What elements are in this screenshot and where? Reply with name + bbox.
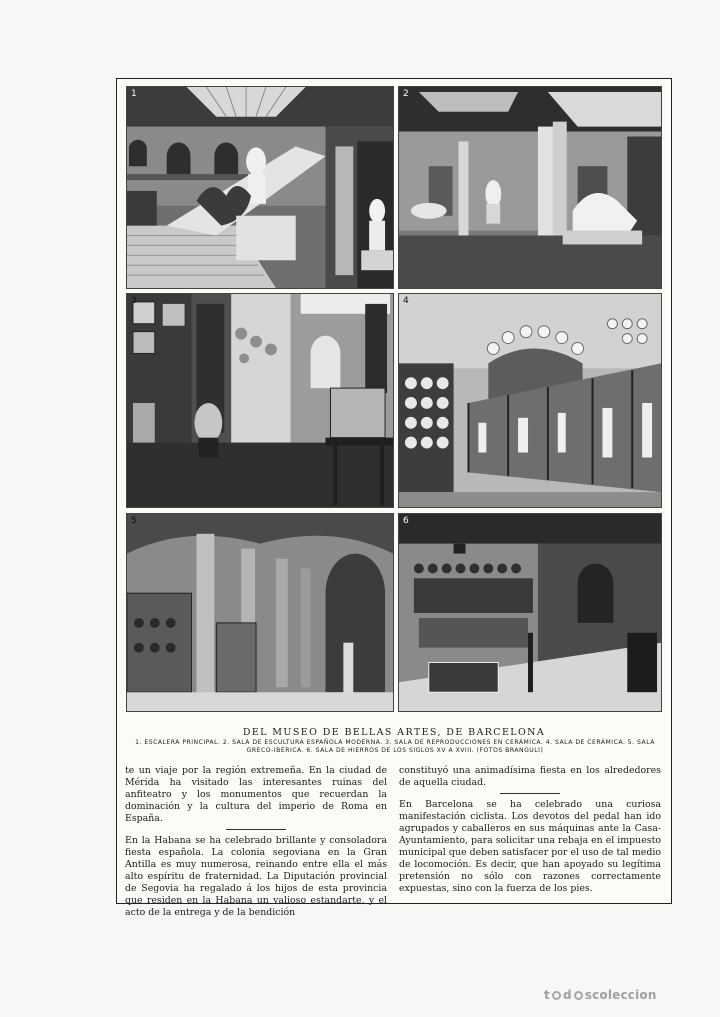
caption-title: DEL MUSEO DE BELLAS ARTES, DE BARCELONA	[242, 727, 546, 738]
photo-number: 1	[131, 89, 137, 99]
photo-5-image	[127, 514, 393, 711]
photo-2-image	[399, 87, 661, 288]
right-paragraph-2: En Barcelona se ha celebrado una curiosa manifestación ciclista. Los devotos del pedal han ido agrupados y caballeros en sus máquinas ante la Casa-Ayuntamiento, para solicitar una rebaja en el impuesto municipal que deben satisfacer por el uso de tal medio de locomoción. Es decir, que han apoyado su legítima pretensión no sólo con razones correctamente expuestas, sino con la fuerza de los pies.	[399, 799, 661, 894]
photo-number: 2	[403, 89, 409, 99]
caption-body: 1. ESCALERA PRINCIPAL. 2. SALA DE ESCULTURA ESPAÑOLA MODERNA. 3. SALA DE REPRODUCCIONES EN CERÁMICA. 4. SALA DE CERÁMICA. 5. SALA GRECO-IBÉRICA. 6. SALA DE HIERROS DE LOS SIGLOS XV A XVIII. (FOTOS BRANGULI)	[135, 739, 655, 754]
photo-sala-greco-iberica	[126, 513, 394, 712]
photo-sala-hierros	[398, 513, 662, 712]
photo-escalera-principal	[126, 86, 394, 289]
left-column	[125, 765, 387, 919]
photo-3-image	[127, 294, 393, 507]
photo-6-image	[399, 514, 661, 711]
left-paragraph-1: te un viaje por la región extremeña. En la ciudad de Mérida ha visitado las interesantes ruinas del anfiteatro y los monumentos que recuerdan la dominación y la cultura del imperio de Roma en España.	[125, 765, 387, 824]
right-column	[399, 765, 661, 895]
watermark-logo: t d scoleccion	[544, 988, 657, 1002]
photo-sala-ceramica	[398, 293, 662, 508]
photo-number: 4	[403, 296, 409, 306]
photo-sala-escultura	[398, 86, 662, 289]
photo-number: 6	[403, 516, 409, 526]
photo-1-image	[127, 87, 393, 288]
left-paragraph-2: En la Habana se ha celebrado brillante y consoladora fiesta española. La colonia segoviana en la Gran Antilla es muy numerosa, reinando entre ella el más alto espíritu de fraternidad. La Diputación provincial de Segovia ha regalado á los hijos de esta provincia que residen en la Habana un valioso estandarte, y el acto de la entrega y de la bendición	[125, 835, 387, 918]
photo-4-image	[399, 294, 661, 507]
magazine-page	[116, 78, 672, 918]
paragraph-separator	[500, 793, 560, 794]
photo-number: 3	[131, 296, 137, 306]
paragraph-separator	[226, 829, 286, 830]
photo-sala-reproducciones	[126, 293, 394, 508]
right-paragraph-1: constituyó una animadísima fiesta en los alrededores de aquella ciudad.	[399, 765, 661, 788]
photo-grid	[126, 86, 662, 712]
photo-number: 5	[131, 516, 137, 526]
